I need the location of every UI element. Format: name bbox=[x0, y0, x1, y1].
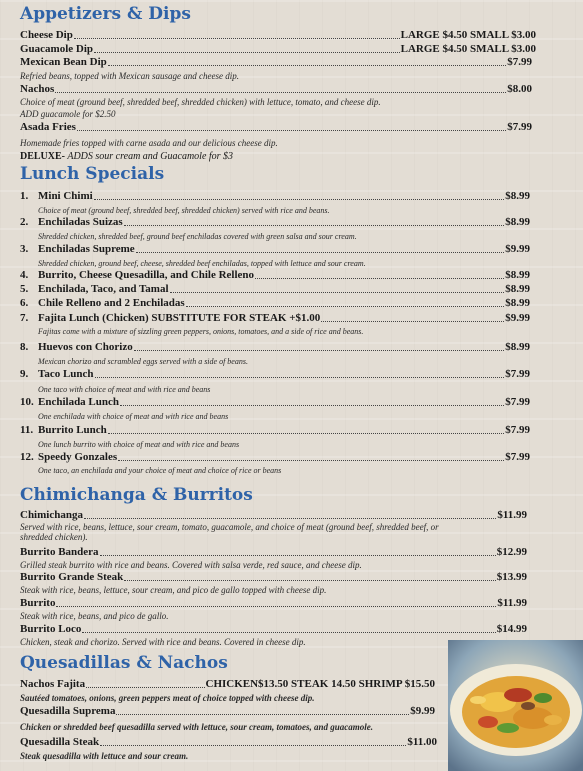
item-description: Refried beans, topped with Mexican sausage and cheese dip. bbox=[20, 71, 239, 81]
item-name: Burrito Lunch bbox=[38, 424, 107, 436]
leader-dots bbox=[124, 579, 495, 581]
item-description: Choice of meat (ground beef, shredded beef, shredded chicken) with lettuce, tomato, and cheese dip. bbox=[20, 97, 381, 107]
menu-item bbox=[20, 312, 530, 325]
leader-dots bbox=[100, 744, 406, 746]
leader-dots bbox=[136, 251, 505, 253]
item-name: Burrito Bandera bbox=[20, 546, 99, 558]
item-description: One enchilada with choice of meat and with rice and beans bbox=[38, 412, 229, 421]
item-price: $7.99 bbox=[507, 121, 532, 133]
item-number: 11. bbox=[20, 424, 34, 436]
item-description: Grilled steak burrito with rice and beans. Covered with salsa verde, red sauce, and cheese dip. bbox=[20, 560, 362, 570]
item-name: Mini Chimi bbox=[38, 190, 93, 202]
item-name: Nachos bbox=[20, 83, 55, 95]
leader-dots bbox=[84, 517, 496, 519]
leader-dots bbox=[82, 631, 495, 633]
item-price: $9.99 bbox=[505, 312, 530, 324]
item-price: $7.99 bbox=[505, 451, 530, 463]
item-name: Nachos Fajita bbox=[20, 678, 86, 690]
menu-item bbox=[20, 269, 530, 282]
menu-item bbox=[20, 705, 435, 718]
item-price: $11.00 bbox=[407, 736, 437, 748]
leader-dots bbox=[55, 91, 506, 93]
item-price: LARGE $4.50 SMALL $3.00 bbox=[400, 29, 536, 41]
item-price: $8.99 bbox=[505, 341, 530, 353]
leader-dots bbox=[255, 277, 504, 279]
item-name: Burrito bbox=[20, 597, 56, 609]
item-name: Mexican Bean Dip bbox=[20, 56, 107, 68]
deluxe-text: ADDS sour cream and Guacamole for $3 bbox=[65, 151, 234, 162]
item-number: 5. bbox=[20, 283, 29, 295]
item-price: $14.99 bbox=[496, 623, 527, 635]
item-price: CHICKEN$13.50 STEAK 14.50 SHRIMP $15.50 bbox=[205, 678, 435, 690]
item-name: Quesadilla Steak bbox=[20, 736, 100, 748]
menu-item-asada-fries bbox=[20, 121, 532, 134]
item-number: 4. bbox=[20, 269, 29, 281]
item-name: Cheese Dip bbox=[20, 29, 73, 41]
item-name: Enchilada, Taco, and Tamal bbox=[38, 283, 169, 295]
item-name: Fajita Lunch (Chicken) SUBSTITUTE FOR STEAK +$1.00 bbox=[38, 312, 321, 324]
item-name: Burrito Grande Steak bbox=[20, 571, 124, 583]
leader-dots bbox=[118, 459, 504, 461]
item-price: $8.99 bbox=[505, 190, 530, 202]
menu-item-cheese-dip bbox=[20, 29, 536, 42]
menu-item bbox=[20, 341, 530, 354]
menu-item-mexican-bean-dip bbox=[20, 56, 532, 69]
menu-item bbox=[20, 190, 530, 203]
menu-item bbox=[20, 216, 530, 229]
item-description: Shredded chicken, shredded beef, ground beef enchiladas covered with green salsa and sour cream. bbox=[38, 232, 357, 241]
item-description: Steak quesadilla with lettuce and sour cream. bbox=[20, 751, 189, 761]
item-price: $8.99 bbox=[505, 283, 530, 295]
item-price: $8.99 bbox=[505, 269, 530, 281]
item-price: $7.99 bbox=[505, 368, 530, 380]
menu-item bbox=[20, 297, 530, 310]
item-price: $8.99 bbox=[505, 216, 530, 228]
leader-dots bbox=[134, 349, 505, 351]
menu-item bbox=[20, 678, 435, 691]
item-price: $7.99 bbox=[507, 56, 532, 68]
leader-dots bbox=[94, 51, 400, 53]
item-number: 6. bbox=[20, 297, 29, 309]
item-number: 7. bbox=[20, 312, 29, 324]
menu-item bbox=[20, 623, 527, 636]
item-description: Shredded chicken, ground beef, cheese, shredded beef enchiladas, topped with lettuce and sour cream. bbox=[38, 259, 366, 268]
item-number: 2. bbox=[20, 216, 29, 228]
item-name: Speedy Gonzales bbox=[38, 451, 118, 463]
item-price: $11.99 bbox=[497, 597, 527, 609]
item-name: Taco Lunch bbox=[38, 368, 94, 380]
item-name: Asada Fries bbox=[20, 121, 76, 133]
leader-dots bbox=[86, 686, 204, 688]
item-description: One taco, an enchilada and your choice of meat and choice of rice or beans bbox=[38, 466, 282, 475]
item-number: 10. bbox=[20, 396, 34, 408]
item-price: $9.99 bbox=[505, 243, 530, 255]
item-description: Chicken, steak and chorizo. Served with rice and beans. Covered in cheese dip. bbox=[20, 637, 306, 647]
item-name: Enchilada Lunch bbox=[38, 396, 120, 408]
menu-item bbox=[20, 571, 527, 584]
item-number: 9. bbox=[20, 368, 29, 380]
menu-item bbox=[20, 597, 527, 610]
menu-item bbox=[20, 283, 530, 296]
item-number: 3. bbox=[20, 243, 29, 255]
item-addon: ADD guacamole for $2.50 bbox=[20, 109, 116, 119]
item-name: Quesadilla Suprema bbox=[20, 705, 116, 717]
item-description: Mexican chorizo and scrambled eggs served with a side of beans. bbox=[38, 357, 248, 366]
section-title-appetizers: Appetizers & Dips bbox=[20, 4, 191, 24]
section-title-quesadillas: Quesadillas & Nachos bbox=[20, 653, 228, 673]
deluxe-note bbox=[20, 151, 233, 162]
leader-dots bbox=[170, 291, 505, 293]
item-description: Homemade fries topped with carne asada and our delicious cheese dip. bbox=[20, 138, 278, 148]
item-name: Enchiladas Suizas bbox=[38, 216, 123, 228]
menu-item bbox=[20, 368, 530, 381]
item-description: Choice of meat (ground beef, shredded beef, shredded chicken) served with rice and beans. bbox=[38, 206, 330, 215]
leader-dots bbox=[108, 432, 504, 434]
item-name: Burrito Loco bbox=[20, 623, 82, 635]
item-number: 12. bbox=[20, 451, 34, 463]
item-description: Steak with rice, beans, lettuce, sour cream, and pico de gallo topped with cheese dip. bbox=[20, 585, 327, 595]
deluxe-label: DELUXE- bbox=[20, 151, 66, 162]
item-price: $8.99 bbox=[505, 297, 530, 309]
item-description: One taco with choice of meat and with rice and beans bbox=[38, 385, 211, 394]
item-name: Enchiladas Supreme bbox=[38, 243, 135, 255]
item-name: Burrito, Cheese Quesadilla, and Chile Relleno bbox=[38, 269, 255, 281]
menu-item-nachos bbox=[20, 83, 532, 96]
section-title-chimichanga: Chimichanga & Burritos bbox=[20, 485, 253, 505]
item-description: Chicken or shredded beef quesadilla served with lettuce, sour cream, tomatoes, and guacamole. bbox=[20, 722, 373, 732]
item-price: LARGE $4.50 SMALL $3.00 bbox=[400, 43, 536, 55]
menu-item bbox=[20, 396, 530, 409]
food-photo-icon bbox=[448, 640, 583, 771]
item-number: 8. bbox=[20, 341, 29, 353]
item-price: $7.99 bbox=[505, 396, 530, 408]
nachos-fajita-photo bbox=[448, 640, 583, 771]
item-description: Sautéed tomatoes, onions, green peppers meat of choice topped with cheese dip. bbox=[20, 693, 315, 703]
item-price: $7.99 bbox=[505, 424, 530, 436]
item-number: 1. bbox=[20, 190, 29, 202]
leader-dots bbox=[108, 64, 506, 66]
menu-item bbox=[20, 451, 530, 464]
item-price: $9.99 bbox=[410, 705, 435, 717]
item-description: Steak with rice, beans, and pico de gallo. bbox=[20, 611, 169, 621]
item-name: Chimichanga bbox=[20, 509, 83, 521]
item-description: Fajitas come with a mixture of sizzling green peppers, onions, tomatoes, and a side of rice and beans. bbox=[38, 327, 364, 336]
leader-dots bbox=[94, 198, 505, 200]
leader-dots bbox=[321, 320, 504, 322]
menu-item bbox=[20, 736, 437, 749]
item-price: $8.00 bbox=[507, 83, 532, 95]
menu-item bbox=[20, 424, 530, 437]
section-title-lunch: Lunch Specials bbox=[20, 164, 165, 184]
leader-dots bbox=[100, 554, 496, 556]
leader-dots bbox=[56, 605, 496, 607]
leader-dots bbox=[116, 713, 409, 715]
item-name: Huevos con Chorizo bbox=[38, 341, 133, 353]
leader-dots bbox=[124, 224, 505, 226]
item-description: One lunch burrito with choice of meat and with rice and beans bbox=[38, 440, 240, 449]
leader-dots bbox=[77, 129, 506, 131]
item-price: $13.99 bbox=[496, 571, 527, 583]
item-name: Chile Relleno and 2 Enchiladas bbox=[38, 297, 185, 309]
menu-item bbox=[20, 243, 530, 256]
item-description: Served with rice, beans, lettuce, sour cream, tomato, guacamole, and choice of meat (ground beef, shredded beef, or shredded chicken). bbox=[20, 522, 439, 542]
item-price: $11.99 bbox=[497, 509, 527, 521]
item-price: $12.99 bbox=[496, 546, 527, 558]
leader-dots bbox=[74, 37, 400, 39]
menu-item bbox=[20, 546, 527, 559]
leader-dots bbox=[120, 404, 504, 406]
leader-dots bbox=[95, 376, 505, 378]
item-name: Guacamole Dip bbox=[20, 43, 94, 55]
menu-item-guacamole-dip bbox=[20, 43, 536, 56]
leader-dots bbox=[186, 305, 505, 307]
menu-item bbox=[20, 509, 527, 522]
